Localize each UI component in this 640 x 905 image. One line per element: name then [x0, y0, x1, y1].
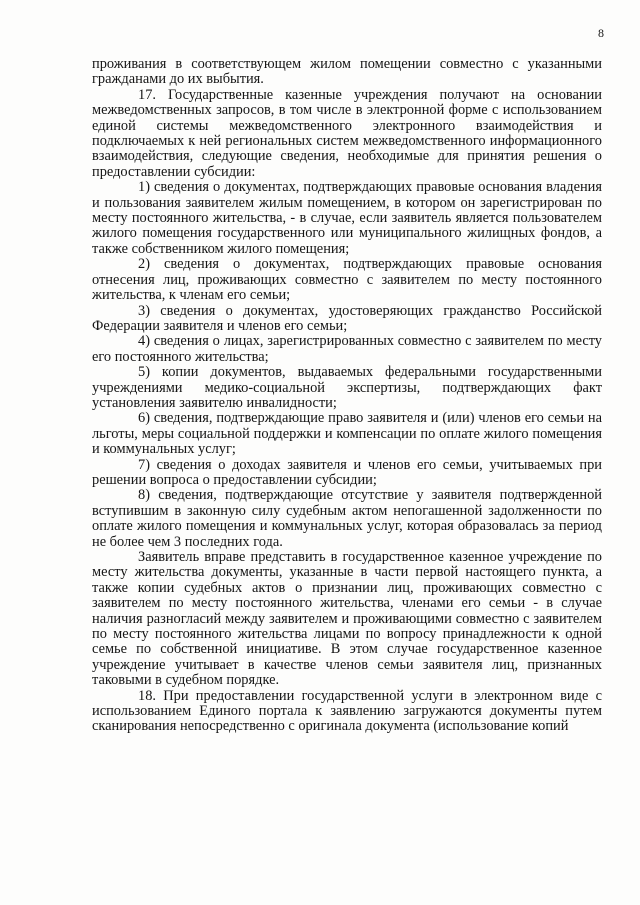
list-item-5: 5) копии документов, выдаваемых федеральными государственными учреждениями медико-социальной экспертизы, подтверждающих факт установления заявителю инвалидности;	[92, 364, 602, 411]
list-item-7: 7) сведения о доходах заявителя и членов его семьи, учитываемых при решении вопроса о предоставлении субсидии;	[92, 456, 602, 488]
paragraph-continuation: проживания в соответствующем жилом помещении совместно с указанными гражданами до их выбытия.	[92, 56, 602, 88]
paragraph-applicant-right: Заявитель вправе представить в государственное казенное учреждение по месту жительства документы, указанные в части первой настоящего пункта, а также копии судебных актов о признании лиц, проживающих совместно с заявителем по месту постоянного жительства, членами его семьи - в случае наличия разногласий между заявителем и проживающими совместно с заявителем по месту постоянного жительства лицами по вопросу принадлежности к одной семье по собственной инициативе. В этом случае государственное казенное учреждение учитывает в качестве членов семьи заявителя лиц, признанных таковыми в судебном порядке.	[92, 549, 602, 689]
list-item-3: 3) сведения о документах, удостоверяющих гражданство Российской Федерации заявителя и членов его семьи;	[92, 302, 602, 334]
list-item-4: 4) сведения о лицах, зарегистрированных совместно с заявителем по месту его постоянного жительства;	[92, 333, 602, 365]
list-item-1: 1) сведения о документах, подтверждающих правовые основания владения и пользования заявителем жилым помещением, в котором он зарегистрирован по месту постоянного жительства, - в случае, если заявитель является пользователем жилого помещения государственного или муниципального жилищных фондов, а также собственником жилого помещения;	[92, 179, 602, 257]
list-item-8: 8) сведения, подтверждающие отсутствие у заявителя подтвержденной вступившим в законную силу судебным актом непогашенной задолженности по оплате жилого помещения и коммунальных услуг, которая образовалась за период не более чем 3 последних года.	[92, 487, 602, 550]
list-item-2: 2) сведения о документах, подтверждающих правовые основания отнесения лиц, проживающих совместно с заявителем по месту постоянного жительства, к членам его семьи;	[92, 256, 602, 304]
list-item-6: 6) сведения, подтверждающие право заявителя и (или) членов его семьи на льготы, меры социальной поддержки и компенсации по оплате жилого помещения и коммунальных услуг;	[92, 410, 602, 458]
paragraph-item-18: 18. При предоставлении государственной услуги в электронном виде с использованием Единого портала к заявлению загружаются документы путем сканирования непосредственно с оригинала документа (использование копий	[92, 687, 602, 735]
paragraph-item-17: 17. Государственные казенные учреждения получают на основании межведомственных запросов, в том числе в электронной форме с использованием единой системы межведомственного электронного взаимодействия и подключаемых к ней региональных систем межведомственного информационного взаимодействия, следующие сведения, необходимые для принятия решения о предоставлении субсидии:	[92, 86, 602, 180]
document-body	[92, 57, 602, 735]
page-number: 8	[598, 26, 604, 40]
